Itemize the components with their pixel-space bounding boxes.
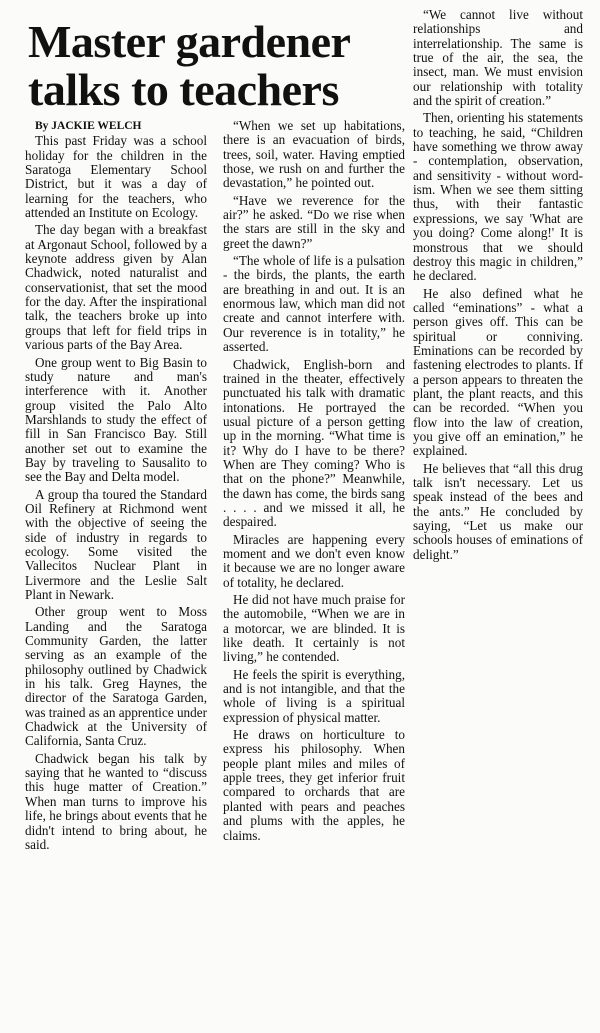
- paragraph: This past Friday was a school holiday for the children in the Saratoga Elementary School District, but it was a day of learning for the teachers, who attended an Institute on Ecology.: [25, 133, 207, 221]
- headline-line-1: Master gardener: [28, 16, 351, 67]
- paragraph: Chadwick, English-born and trained in the theater, effectively punctuated his talk with dramatic intonations. He portrayed the usual picture of a person getting up in the morning. “What time is it? Why do I have to be there? When are They coming? Who is that on the phone?” Meanwhile, the dawn has come, the birds sang . . . . and we missed it all, he despaired.: [223, 356, 405, 530]
- paragraph: He did not have much praise for the automobile, “When we are in a motorcar, we are blinded. It is like death. It certainly is not living,” he contended.: [223, 592, 405, 665]
- article-column-1: [25, 119, 207, 852]
- paragraph: “The whole of life is a pulsation - the birds, the plants, the earth are breathing in and out. It is an enormous law, which man did not create and cannot interfere with. Our reverence is in totality,” he asserted.: [223, 253, 405, 355]
- headline: [28, 18, 408, 114]
- paragraph: Chadwick began his talk by saying that he wanted to “discuss this huge matter of Creation.” When man turns to improve his life, he brings about events that he didn't intend to bring about, he said.: [25, 750, 207, 852]
- paragraph: He also defined what he called “eminations” - what a person gives off. This can be spiritual or conniving. Eminations can be recorded by fastening electrodes to plants. If a person appears to threaten the plant, the plant reacts, and this can be recorded. “When you flow into the law of creation, you give off an emination,” he explained.: [413, 285, 583, 459]
- headline-line-2: talks to teachers: [28, 64, 339, 115]
- paragraph: The day began with a breakfast at Argonaut School, followed by a keynote address given by Alan Chadwick, noted naturalist and conservationist, that set the mood for the day. After the inspirational talk, the teachers broke up into groups that left for field trips in various parts of the Bay Area.: [25, 222, 207, 353]
- paragraph: He believes that “all this drug talk isn't necessary. Let us speak instead of the bees and the ants.” He concluded by saying, “Let us make our schools houses of eminations of delight.”: [413, 460, 583, 562]
- article-column-2: [223, 119, 405, 843]
- paragraph: A group tha toured the Standard Oil Refinery at Richmond went with the objective of seeing the side of industry in regards to ecology. Some visited the Vallecitos Nuclear Plant in Livermore and the Leslie Salt Plant in Newark.: [25, 486, 207, 602]
- byline: By JACKIE WELCH: [35, 120, 142, 132]
- paragraph: He draws on horticulture to express his philosophy. When people plant miles and miles of apple trees, they get inferior fruit compared to orchards that are planted with pears and peaches and plums with the apples, he claims.: [223, 727, 405, 843]
- article-column-3: [413, 8, 583, 562]
- paragraph: One group went to Big Basin to study nature and man's interference with it. Another group visited the Palo Alto Marshlands to study the effect of fill in San Francisco Bay. Still another set out to examine the Bay by traveling to Sausalito to see the Bay and Delta model.: [25, 354, 207, 485]
- paragraph: Miracles are happening every moment and we don't even know it because we are no longer aware of totality, he declared.: [223, 531, 405, 590]
- paragraph: “Have we reverence for the air?” he asked. “Do we rise when the stars are still in the sky and greet the dawn?”: [223, 192, 405, 251]
- paragraph: “When we set up habitations, there is an evacuation of birds, trees, soil, water. Having emptied those, we rush on and further the devastation,” he pointed out.: [223, 118, 405, 191]
- paragraph: Then, orienting his statements to teaching, he said, “Children have something we throw away - contemplation, observation, and sensitivity - without word-ism. When we see them sitting thus, with their fantastic expressions, we say 'What are you doing? Come along!' It is monstrous that we should destroy this magic in children,” he declared.: [413, 110, 583, 284]
- paragraph: “We cannot live without relationships and interrelationship. The same is true of the air, the sea, the insect, man. We must envision our relationship with totality and the spirit of creation.”: [413, 7, 583, 109]
- paragraph: Other group went to Moss Landing and the Saratoga Community Garden, the latter serving as an example of the philosophy outlined by Chadwick in his talk. Greg Haynes, the director of the Saratoga Garden, was trained as an apprentice under Chadwick at the University of California, Santa Cruz.: [25, 604, 207, 749]
- paragraph: He feels the spirit is everything, and is not intangible, and that the whole of living is a spiritual expression of physical matter.: [223, 666, 405, 725]
